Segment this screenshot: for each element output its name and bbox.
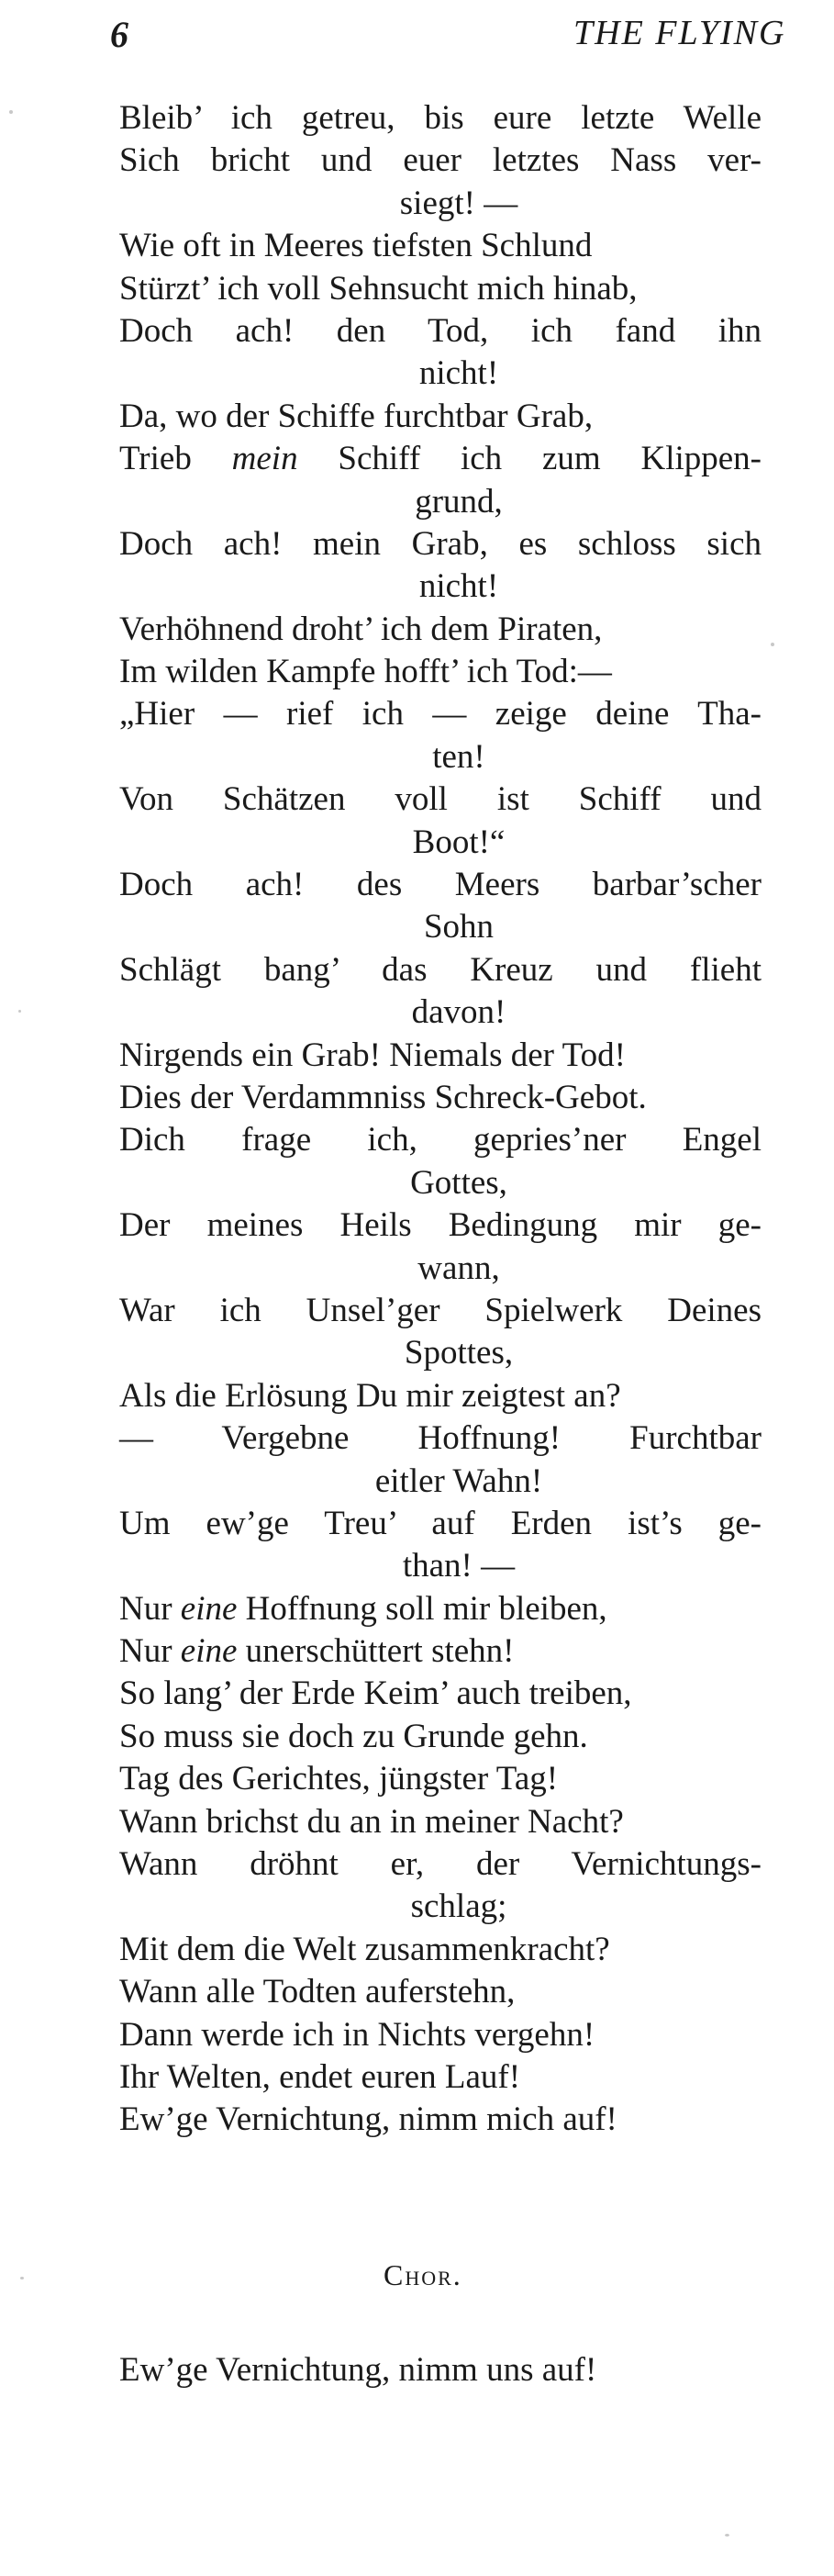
verse-line: Schlägt bang’ das Kreuz und flieht bbox=[119, 950, 762, 989]
verse-line-continuation: than! — bbox=[402, 1547, 516, 1585]
verse-line-continuation: grund, bbox=[415, 482, 503, 521]
verse-line-continuation: nicht! bbox=[418, 354, 499, 393]
verse-line: Da, wo der Schiffe furchtbar Grab, bbox=[119, 397, 594, 435]
verse-line-continuation: Gottes, bbox=[410, 1163, 507, 1202]
print-speck bbox=[725, 2534, 729, 2537]
verse-line: Um ew’ge Treu’ auf Erden ist’s ge- bbox=[119, 1504, 762, 1542]
verse-line: Dann werde ich in Nichts vergehn! bbox=[119, 2015, 595, 2054]
verse-line: Stürzt’ ich voll Sehnsucht mich hinab, bbox=[119, 269, 638, 308]
verse-text: Nur bbox=[119, 1589, 181, 1628]
page-number: 6 bbox=[110, 14, 128, 55]
emphasized-word: mein bbox=[231, 440, 298, 478]
verse-text: Schiff ich zum Klippen- bbox=[297, 440, 762, 478]
verse-text: unerschüttert stehn! bbox=[237, 1632, 515, 1671]
print-speck bbox=[20, 2277, 24, 2279]
verse-line: Dies der Verdammniss Schreck-Gebot. bbox=[119, 1078, 647, 1116]
verse-line-continuation: schlag; bbox=[410, 1887, 507, 1926]
verse-line: Dich frage ich, gepries’ner Engel bbox=[119, 1121, 762, 1159]
verse-line-continuation: Spottes, bbox=[404, 1334, 514, 1372]
verse-line: Der meines Heils Bedingung mir ge- bbox=[119, 1206, 762, 1245]
verse-line: Doch ach! des Meers barbar’scher bbox=[119, 866, 762, 904]
verse-line: Nirgends ein Grab! Niemals der Tod! bbox=[119, 1036, 626, 1074]
verse-text: Nur bbox=[119, 1632, 181, 1671]
verse-line bbox=[119, 1588, 762, 1630]
verse-text: Trieb bbox=[119, 440, 232, 478]
verse-line: Als die Erlösung Du mir zeigtest an? bbox=[119, 1376, 621, 1415]
verse-line: Ew’ge Vernichtung, nimm mich auf! bbox=[119, 2100, 617, 2139]
verse-line: Mit dem die Welt zusammenkracht? bbox=[119, 1930, 610, 1968]
verse-line: So lang’ der Erde Keim’ auch treiben, bbox=[119, 1674, 632, 1713]
verse-line: Wie oft in Meeres tiefsten Schlund bbox=[119, 227, 593, 265]
verse-line: Verhöhnend droht’ ich dem Piraten, bbox=[119, 610, 603, 648]
verse-line: Im wilden Kampfe hofft’ ich Tod:— bbox=[119, 653, 612, 691]
emphasized-word: eine bbox=[180, 1589, 238, 1628]
verse-line: Wann dröhnt er, der Vernichtungs- bbox=[119, 1845, 762, 1884]
verse-line: Bleib’ ich getreu, bis eure letzte Welle bbox=[119, 99, 762, 137]
verse-line: So muss sie doch zu Grunde gehn. bbox=[119, 1717, 588, 1755]
verse-line: Tag des Gerichtes, jüngster Tag! bbox=[119, 1760, 559, 1798]
verse-line bbox=[119, 1630, 762, 1673]
verse-line-continuation: davon! bbox=[411, 993, 506, 1032]
verse-block bbox=[119, 97, 762, 2142]
verse-line: Wann brichst du an in meiner Nacht? bbox=[119, 1802, 624, 1841]
verse-line: Doch ach! den Tod, ich fand ihn bbox=[119, 311, 762, 350]
print-speck bbox=[18, 1010, 21, 1013]
verse-line: „Hier — rief ich — zeige deine Tha- bbox=[119, 695, 762, 734]
verse-line-continuation: wann, bbox=[417, 1249, 500, 1287]
verse-line: Doch ach! mein Grab, es schloss sich bbox=[119, 524, 762, 563]
verse-line-continuation: Sohn bbox=[423, 908, 495, 946]
verse-line-continuation: siegt! — bbox=[399, 184, 518, 222]
verse-line: — Vergebne Hoffnung! Furchtbar bbox=[119, 1419, 762, 1458]
print-speck bbox=[9, 110, 13, 114]
verse-line-continuation: Boot!“ bbox=[412, 823, 506, 861]
verse-line: Ihr Welten, endet euren Lauf! bbox=[119, 2057, 521, 2096]
emphasized-word: eine bbox=[180, 1632, 238, 1671]
verse-line bbox=[119, 438, 762, 480]
verse-line-continuation: ten! bbox=[432, 737, 485, 776]
print-speck bbox=[771, 643, 774, 646]
verse-line-continuation: nicht! bbox=[418, 567, 499, 606]
verse-line: War ich Unsel’ger Spielwerk Deines bbox=[119, 1291, 762, 1329]
verse-line: Sich bricht und euer letztes Nass ver- bbox=[119, 141, 762, 180]
running-head: THE FLYING bbox=[573, 14, 786, 52]
chorus-line: Ew’ge Vernichtung, nimm uns auf! bbox=[119, 2351, 597, 2389]
verse-line: Von Schätzen voll ist Schiff und bbox=[119, 780, 762, 819]
verse-text: Hoffnung soll mir bleiben, bbox=[237, 1589, 607, 1628]
chorus-heading: Chor. bbox=[384, 2258, 462, 2291]
verse-line-continuation: eitler Wahn! bbox=[374, 1462, 543, 1500]
verse-line: Wann alle Todten auferstehn, bbox=[119, 1973, 516, 2011]
